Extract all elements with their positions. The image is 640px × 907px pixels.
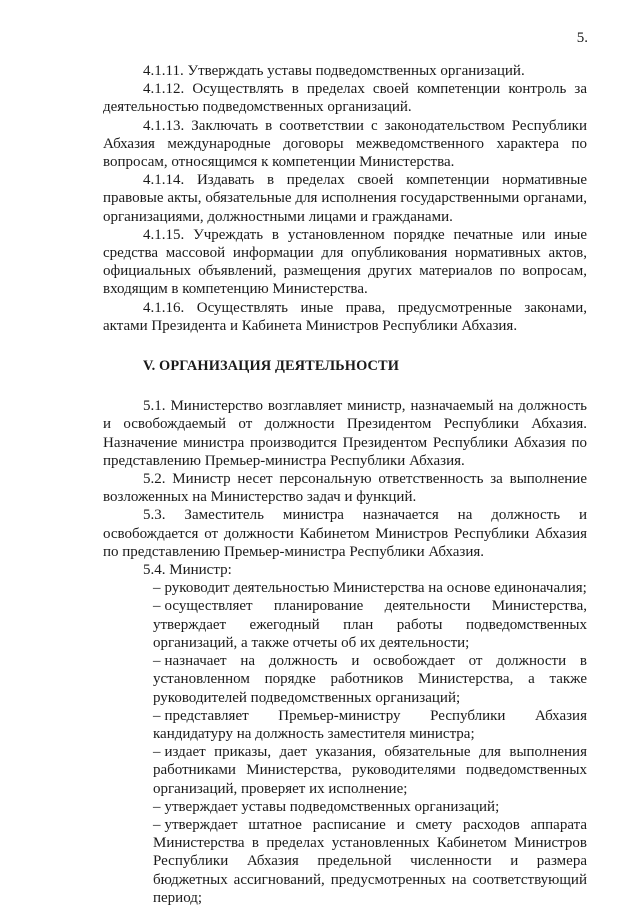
section-heading: V. ОРГАНИЗАЦИЯ ДЕЯТЕЛЬНОСТИ: [143, 358, 400, 375]
dash: –: [153, 598, 161, 615]
dash: –: [153, 798, 161, 815]
clause-4-1-11: 4.1.11. Утверждать уставы подведомственных организаций.: [143, 63, 525, 79]
dash: –: [153, 707, 161, 724]
list-item: – представляет Премьер-министру Республики Абхазия кандидатуру на должность заместителя министра;: [153, 707, 587, 742]
clause-5-1: 5.1. Министерство возглавляет министр, назначаемый на должность и освобождаемый от должности Президентом Республики Абхазия. Назначение министра производится Президентом Республики Абхазия по представлению Премьер-министра Республики Абхазия.: [103, 398, 587, 469]
dash: –: [153, 653, 161, 670]
list-item: – утверждает уставы подведомственных организаций;: [153, 798, 500, 815]
list-item: – осуществляет планирование деятельности Министерства, утверждает ежегодный план работы подведомственных организаций, а также отчеты об их деятельности;: [153, 598, 587, 651]
document-body: [103, 62, 587, 907]
clause-5-3: 5.3. Заместитель министра назначается на должность и освобождается от должности Кабинетом Министров Республики Абхазия по представлению Премьер-министра Республики Абхазия.: [103, 507, 587, 560]
clause-4-1-15: 4.1.15. Учреждать в установленном порядке печатные или иные средства массовой информации для опубликования нормативных актов, официальных объявлений, размещения других материалов по вопросам, входящим в компетенцию Министерства.: [103, 226, 587, 298]
dash: –: [153, 744, 161, 761]
list-item: – утверждает штатное расписание и смету расходов аппарата Министерства в пределах установленных Кабинетом Министров Республики Абхазия предельной численности и размера бюджетных ассигнований, предусмотренных на соответствующий период;: [153, 816, 587, 906]
clause-4-1-16: 4.1.16. Осуществлять иные права, предусмотренные законами, актами Президента и Кабинета Министров Республики Абхазия.: [103, 299, 587, 334]
clause-4-1-12: 4.1.12. Осуществлять в пределах своей компетенции контроль за деятельностью подведомственных организаций.: [103, 81, 587, 116]
list-item: – руководит деятельностью Министерства на основе единоначалия;: [153, 580, 587, 597]
minister-duties-list: [103, 579, 587, 907]
clause-4-1-14: 4.1.14. Издавать в пределах своей компетенции нормативные правовые акты, обязательные для исполнения государственными органами, организациями, должностными лицами и гражданами.: [103, 172, 587, 225]
list-item: – издает приказы, дает указания, обязательные для выполнения работниками Министерства, руководителями подведомственных организаций, проверяет их исполнение;: [153, 744, 587, 797]
clause-5-2: 5.2. Министр несет персональную ответственность за выполнение возложенных на Министерство задач и функций.: [103, 471, 587, 506]
page-number: 5.: [576, 30, 588, 46]
dash: –: [153, 816, 161, 833]
clause-5-4: 5.4. Министр:: [143, 562, 232, 579]
clause-4-1-13: 4.1.13. Заключать в соответствии с законодательством Республики Абхазия международные договоры межведомственного характера по вопросам, относящимся к компетенции Министерства.: [103, 117, 587, 171]
dash: –: [153, 580, 161, 597]
list-item: – назначает на должность и освобождает от должности в установленном порядке работников Министерства, а также руководителей подведомственных организаций;: [153, 653, 587, 706]
